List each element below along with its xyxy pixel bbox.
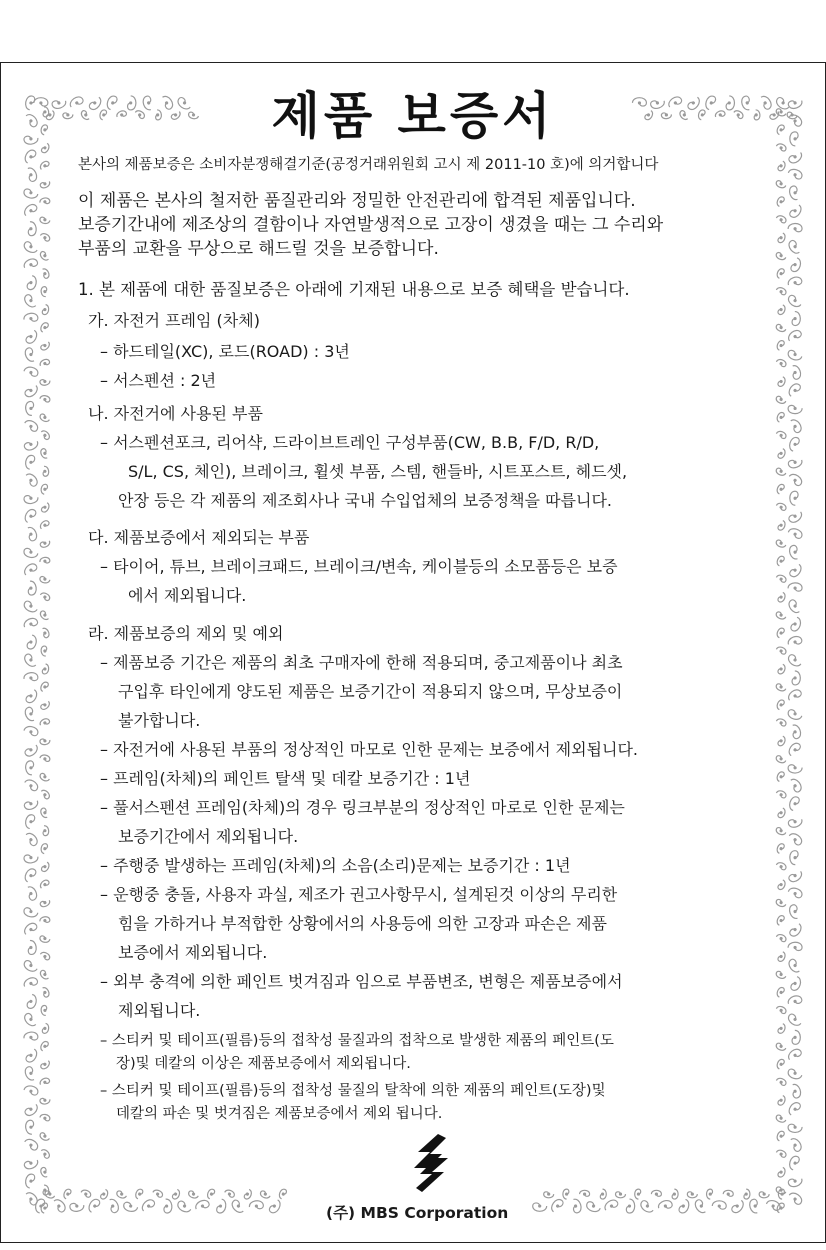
list-item-small: – 스티커 및 테이프(필름)등의 접착성 물질의 탈착에 의한 제품의 페인트(도장)및 xyxy=(100,1083,606,1099)
list-item-small-continuation: 장)및 데칼의 이상은 제품보증에서 제외됩니다. xyxy=(116,1056,411,1072)
list-item-continuation: 안장 등은 각 제품의 제조회사나 국내 수입업체의 보증정책을 따릅니다. xyxy=(118,491,612,510)
list-item: – 프레임(차체)의 페인트 탈색 및 데칼 보증기간 : 1년 xyxy=(100,769,471,788)
list-item: – 운행중 충돌, 사용자 과실, 제조가 권고사항무시, 설계된것 이상의 무리한 xyxy=(100,885,618,904)
list-item: – 서스펜션 : 2년 xyxy=(100,371,217,390)
intro-text: 본사의 제품보증은 소비자분쟁해결기준(공정거래위원회 고시 제 2011-10 호)에 의거합니다 xyxy=(78,157,659,173)
list-item-small: – 스티커 및 테이프(필름)등의 접착성 물질과의 접착으로 발생한 제품의 페인트(도 xyxy=(100,1033,614,1049)
list-item-continuation: S/L, CS, 체인), 브레이크, 휠셋 부품, 스템, 핸들바, 시트포스트, 헤드셋, xyxy=(128,462,628,481)
subsection-heading-da: 다. 제품보증에서 제외되는 부품 xyxy=(88,528,310,547)
preamble-line: 보증기간내에 제조상의 결함이나 자연발생적으로 고장이 생겼을 때는 그 수리와 xyxy=(78,215,664,235)
list-item-continuation: 불가합니다. xyxy=(118,711,201,730)
section-heading: 1. 본 제품에 대한 품질보증은 아래에 기재된 내용으로 보증 혜택을 받습니다. xyxy=(78,280,630,299)
list-item-continuation: 구입후 타인에게 양도된 제품은 보증기간이 적용되지 않으며, 무상보증이 xyxy=(118,682,623,701)
list-item: – 제품보증 기간은 제품의 최초 구매자에 한해 적용되며, 중고제품이나 최초 xyxy=(100,653,623,672)
list-item: – 자전거에 사용된 부품의 정상적인 마모로 인한 문제는 보증에서 제외됩니다. xyxy=(100,740,638,759)
mbs-logo-icon xyxy=(408,1132,456,1194)
list-item: – 주행중 발생하는 프레임(차체)의 소음(소리)문제는 보증기간 : 1년 xyxy=(100,856,571,875)
list-item-small-continuation: 데칼의 파손 및 벗겨짐은 제품보증에서 제외 됩니다. xyxy=(116,1106,443,1122)
company-name: (주) MBS Corporation xyxy=(326,1204,509,1222)
list-item: – 외부 충격에 의한 페인트 벗겨짐과 임으로 부품변조, 변형은 제품보증에서 xyxy=(100,972,623,991)
list-item-continuation: 보증에서 제외됩니다. xyxy=(118,943,268,962)
subsection-heading-na: 나. 자전거에 사용된 부품 xyxy=(88,404,263,423)
subsection-heading-ra: 라. 제품보증의 제외 및 예외 xyxy=(88,624,284,643)
list-item-continuation: 에서 제외됩니다. xyxy=(128,586,247,605)
subsection-heading-ga: 가. 자전거 프레임 (차체) xyxy=(88,311,260,330)
list-item: – 서스펜션포크, 리어샥, 드라이브트레인 구성부품(CW, B.B, F/D, R/D, xyxy=(100,433,600,452)
preamble-line: 부품의 교환을 무상으로 해드릴 것을 보증합니다. xyxy=(78,239,439,259)
list-item-continuation: 보증기간에서 제외됩니다. xyxy=(118,827,299,846)
page-title: 제품 보증서 xyxy=(271,87,555,145)
list-item-continuation: 제외됩니다. xyxy=(118,1001,201,1020)
list-item-continuation: 힘을 가하거나 부적합한 상황에서의 사용등에 의한 고장과 파손은 제품 xyxy=(118,914,607,933)
preamble-line: 이 제품은 본사의 철저한 품질관리와 정밀한 안전관리에 합격된 제품입니다. xyxy=(78,191,636,211)
list-item: – 풀서스펜션 프레임(차체)의 경우 링크부분의 정상적인 마로로 인한 문제는 xyxy=(100,798,625,817)
list-item: – 타이어, 튜브, 브레이크패드, 브레이크/변속, 케이블등의 소모품등은 보증 xyxy=(100,557,618,576)
list-item: – 하드테일(XC), 로드(ROAD) : 3년 xyxy=(100,342,350,361)
